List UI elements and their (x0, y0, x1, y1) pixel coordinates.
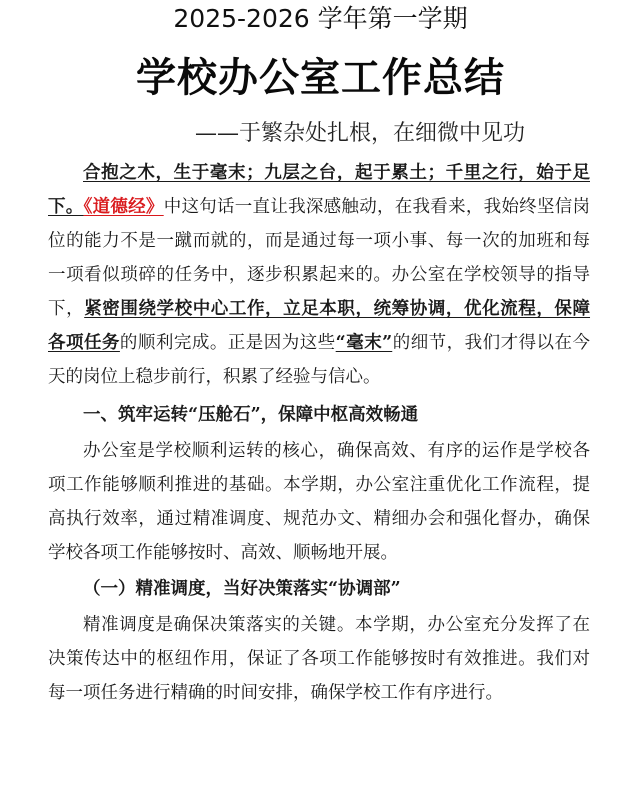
intro-text-2: 的顺利完成。正是因为这些 (119, 333, 336, 353)
intro-paragraph (48, 156, 590, 394)
document-body (48, 156, 590, 710)
detail-emphasis: “毫末” (335, 333, 393, 353)
key-tasks: 紧密围绕学校中心工作，立足本职，统筹协调，优化流程，保障各项任务 (48, 299, 591, 353)
document-title: 学校办公室工作总结 (136, 54, 505, 101)
section-1-paragraph: 办公室是学校顺利运转的核心，确保高效、有序的运作是学校各项工作能够顺利推进的基础。本学期，办公室注重优化工作流程，提高执行效率，通过精准调度、规范办文、精细办会和强化督办，确保学校各项工作能够按时、高效、顺畅地开展。 (48, 441, 590, 563)
book-title: 《道德经》 (83, 197, 164, 217)
section-1-1-heading: （一）精准调度，当好决策落实“协调部” (83, 579, 401, 599)
intro-text-3: 的细节，我们才得以在今天的岗位上稳步前行，积累了经验与信心。 (48, 333, 591, 387)
opening-quote: 合抱之木，生于毫末；九层之台，起于累土；千里之行，始于足下。 (48, 163, 590, 217)
document-subtitle: ——于繁杂处扎根，在细微中见功 (194, 121, 525, 146)
section-1-heading: 一、筑牢运转“压舱石”，保障中枢高效畅通 (83, 405, 419, 425)
intro-text-1: 中这句话一直让我深感触动，在我看来，我始终坚信岗位的能力不是一蹴而就的，而是通过每一项小事、每一次的加班和每一项看似琐碎的任务中，逐步积累起来的。办公室在学校领导的指导下， (48, 197, 591, 319)
semester-label: 2025-2026 学年第一学期 (173, 4, 468, 33)
section-1-1-paragraph: 精准调度是确保决策落实的关键。本学期，办公室充分发挥了在决策传达中的枢纽作用，保证了各项工作能够按时有效推进。我们对每一项任务进行精确的时间安排，确保学校工作有序进行。 (48, 615, 590, 703)
